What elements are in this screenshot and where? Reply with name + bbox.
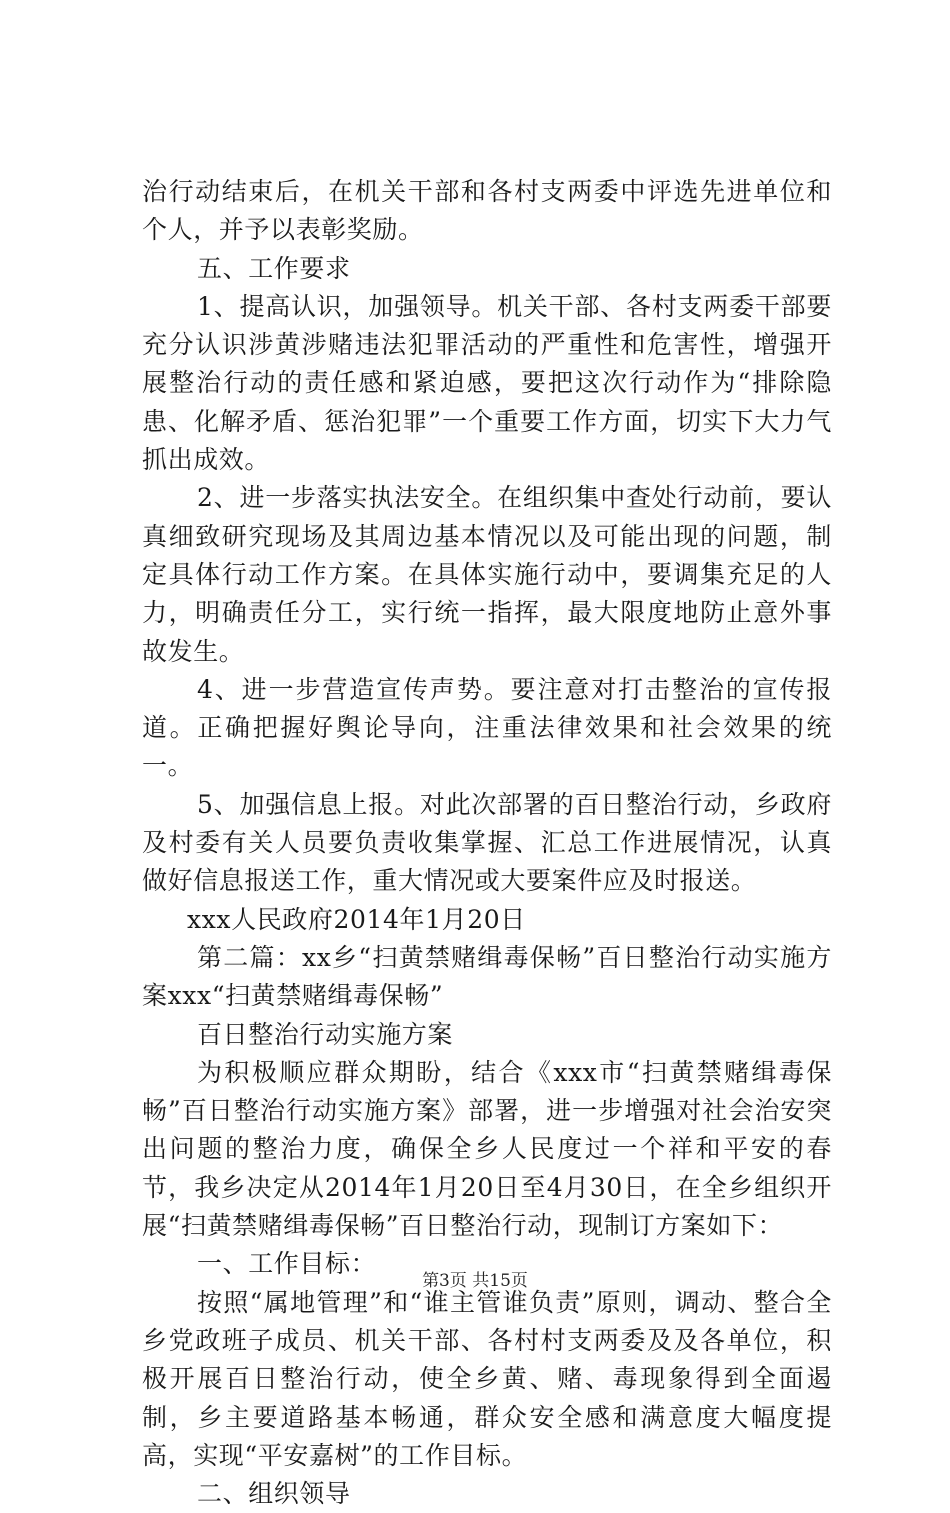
paragraph-continuation: 治行动结束后，在机关干部和各村支两委中评选先进单位和个人，并予以表彰奖励。: [142, 177, 832, 245]
section-heading-work-requirements: 五、工作要求: [197, 253, 351, 283]
paragraph-requirement-4: 4、进一步营造宣传声势。要注意对打击整治的宣传报道。正确把握好舆论导向，注重法律效果和社会效果的统一。: [142, 674, 832, 781]
paragraph-requirement-5: 5、加强信息上报。对此次部署的百日整治行动，乡政府及村委有关人员要负责收集掌握、汇总工作进展情况，认真做好信息报送工作，重大情况或大要案件应及时报送。: [142, 789, 832, 896]
paragraph-requirement-2: 2、进一步落实执法安全。在组织集中查处行动前，要认真细致研究现场及其周边基本情况以及可能出现的问题，制定具体行动工作方案。在具体实施行动中，要调集充足的人力，明确责任分工，实行统一指挥，最大限度地防止意外事故发生。: [142, 483, 832, 666]
section-heading-work-goals: 一、工作目标：: [197, 1249, 377, 1279]
paragraph-requirement-1: 1、提高认识，加强领导。机关干部、各村支两委干部要充分认识涉黄涉赌违法犯罪活动的严重性和危害性，增强开展整治行动的责任感和紧迫感，要把这次行动作为“排除隐患、化解矛盾、惩治犯罪”一个重要工作方面，切实下大力气抓出成效。: [142, 291, 832, 475]
signature-date-line: xxx人民政府2014年1月20日: [187, 904, 526, 934]
paragraph-introduction: 为积极顺应群众期盼，结合《xxx市“扫黄禁赌缉毒保畅”百日整治行动实施方案》部署，进一步增强对社会治安突出问题的整治力度，确保全乡人民度过一个祥和平安的春节，我乡决定从2014年1月20日至4月30日，在全乡组织开展“扫黄禁赌缉毒保畅”百日整治行动，现制订方案如下：: [142, 1057, 832, 1241]
second-article-title: 第二篇：xx乡“扫黄禁赌缉毒保畅”百日整治行动实施方案xxx“扫黄禁赌缉毒保畅”: [142, 942, 832, 1011]
second-article-subtitle: 百日整治行动实施方案: [197, 1019, 454, 1049]
section-heading-organization: 二、组织领导: [197, 1479, 351, 1509]
page-number-footer: 第3页 共15页: [422, 1271, 528, 1291]
document-body: [142, 173, 832, 1513]
paragraph-work-goals: 按照“属地管理”和“谁主管谁负责”原则，调动、整合全乡党政班子成员、机关干部、各村村支两委及及各单位，积极开展百日整治行动，使全乡黄、赌、毒现象得到全面遏制，乡主要道路基本畅通，群众安全感和满意度大幅度提高，实现“平安嘉树”的工作目标。: [142, 1287, 832, 1470]
